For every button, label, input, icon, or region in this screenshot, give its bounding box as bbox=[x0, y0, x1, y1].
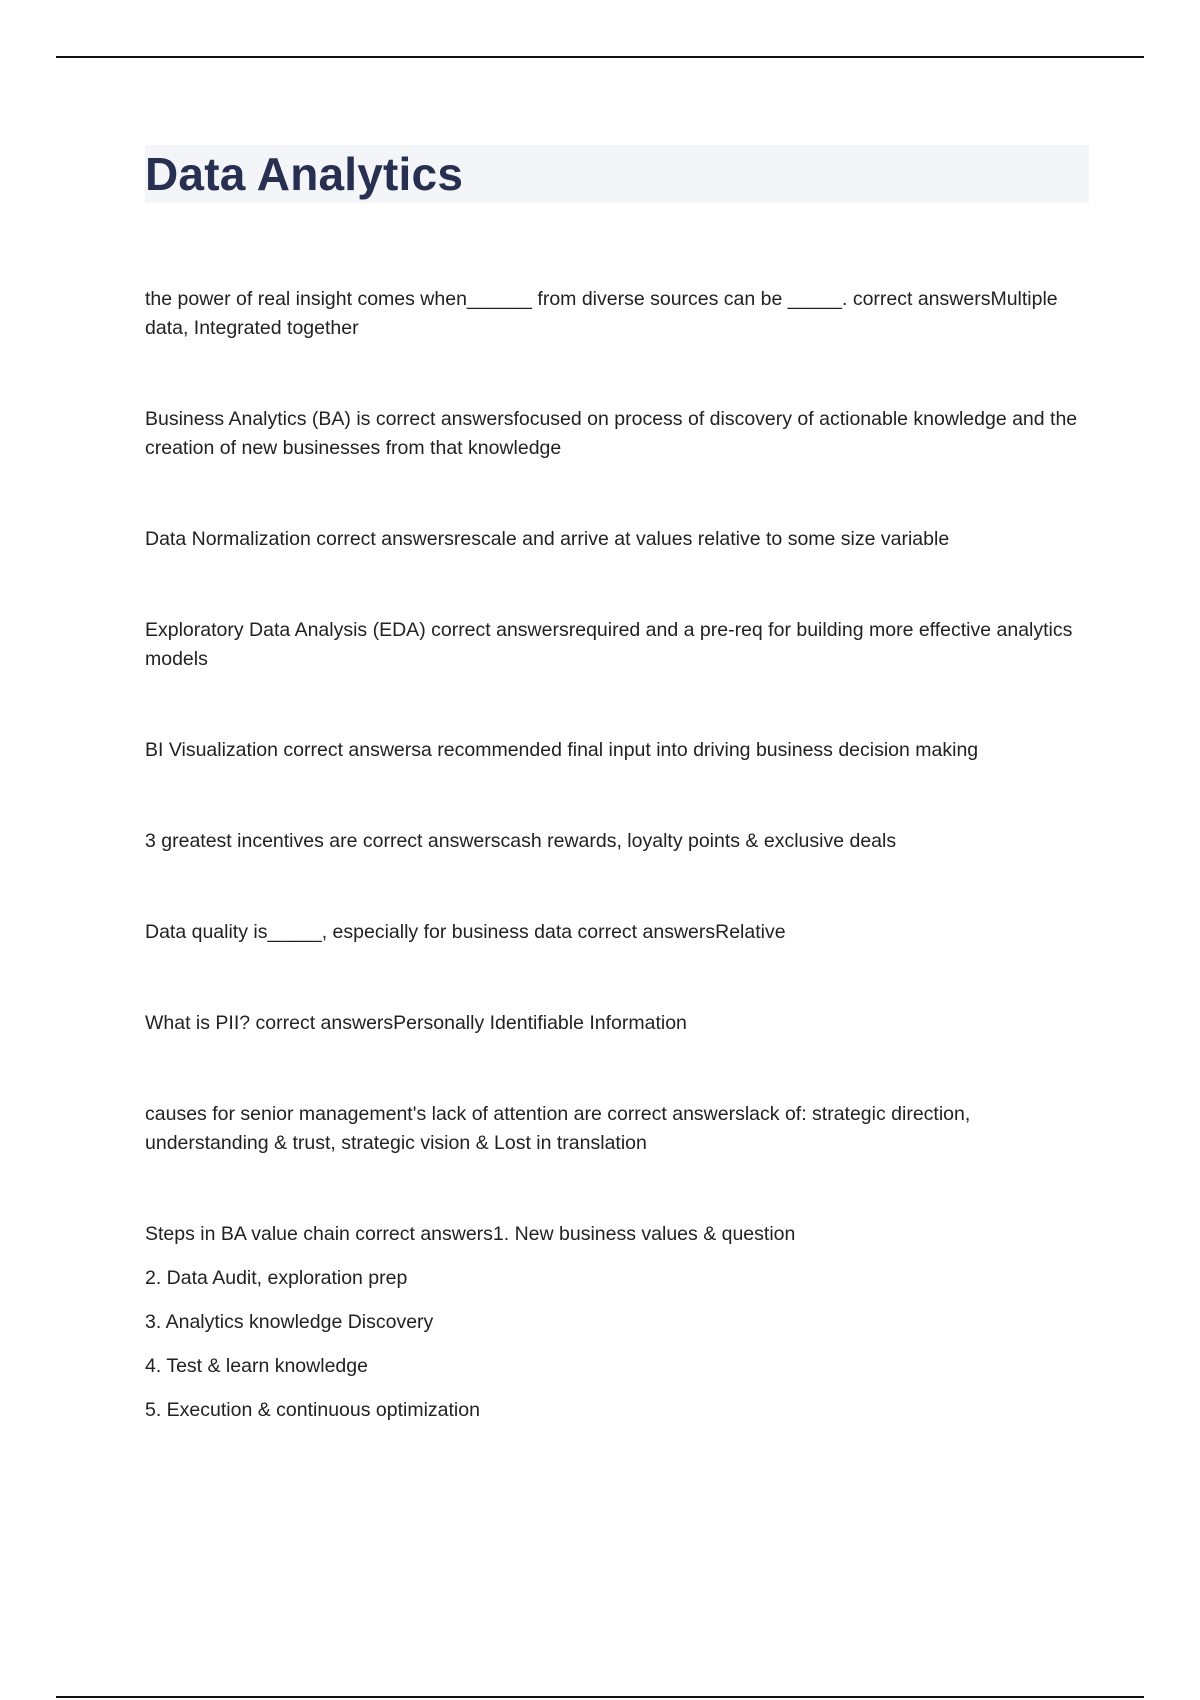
step-item: 2. Data Audit, exploration prep bbox=[145, 1267, 408, 1289]
qa-item: the power of real insight comes when______ from diverse sources can be _____. correct answersMultiple data, Integrated together bbox=[145, 288, 1058, 339]
steps-block bbox=[145, 1220, 1089, 1425]
step-item: 4. Test & learn knowledge bbox=[145, 1355, 368, 1377]
qa-item: Business Analytics (BA) is correct answersfocused on process of discovery of actionable knowledge and the creation of new businesses from that knowledge bbox=[145, 408, 1078, 459]
title-band bbox=[145, 145, 1089, 203]
qa-item: Exploratory Data Analysis (EDA) correct answersrequired and a pre-req for building more effective analytics models bbox=[145, 619, 1073, 670]
qa-item: Data quality is_____, especially for business data correct answersRelative bbox=[145, 921, 786, 943]
step-item: 3. Analytics knowledge Discovery bbox=[145, 1311, 434, 1333]
document-page bbox=[145, 145, 1089, 1440]
bottom-rule bbox=[56, 1696, 1144, 1698]
qa-item: Data Normalization correct answersrescale and arrive at values relative to some size variable bbox=[145, 528, 950, 550]
qa-item: BI Visualization correct answersa recommended final input into driving business decision making bbox=[145, 739, 979, 761]
steps-heading: Steps in BA value chain correct answers1. New business values & question bbox=[145, 1223, 796, 1245]
top-rule bbox=[56, 56, 1144, 58]
document-title: Data Analytics bbox=[145, 148, 464, 200]
qa-item: causes for senior management's lack of attention are correct answerslack of: strategic direction, understanding & trust, strategic vision & Lost in translation bbox=[145, 1103, 971, 1154]
qa-item: What is PII? correct answersPersonally Identifiable Information bbox=[145, 1012, 687, 1034]
qa-list bbox=[145, 285, 1089, 1425]
step-item: 5. Execution & continuous optimization bbox=[145, 1399, 480, 1421]
qa-item: 3 greatest incentives are correct answerscash rewards, loyalty points & exclusive deals bbox=[145, 830, 897, 852]
